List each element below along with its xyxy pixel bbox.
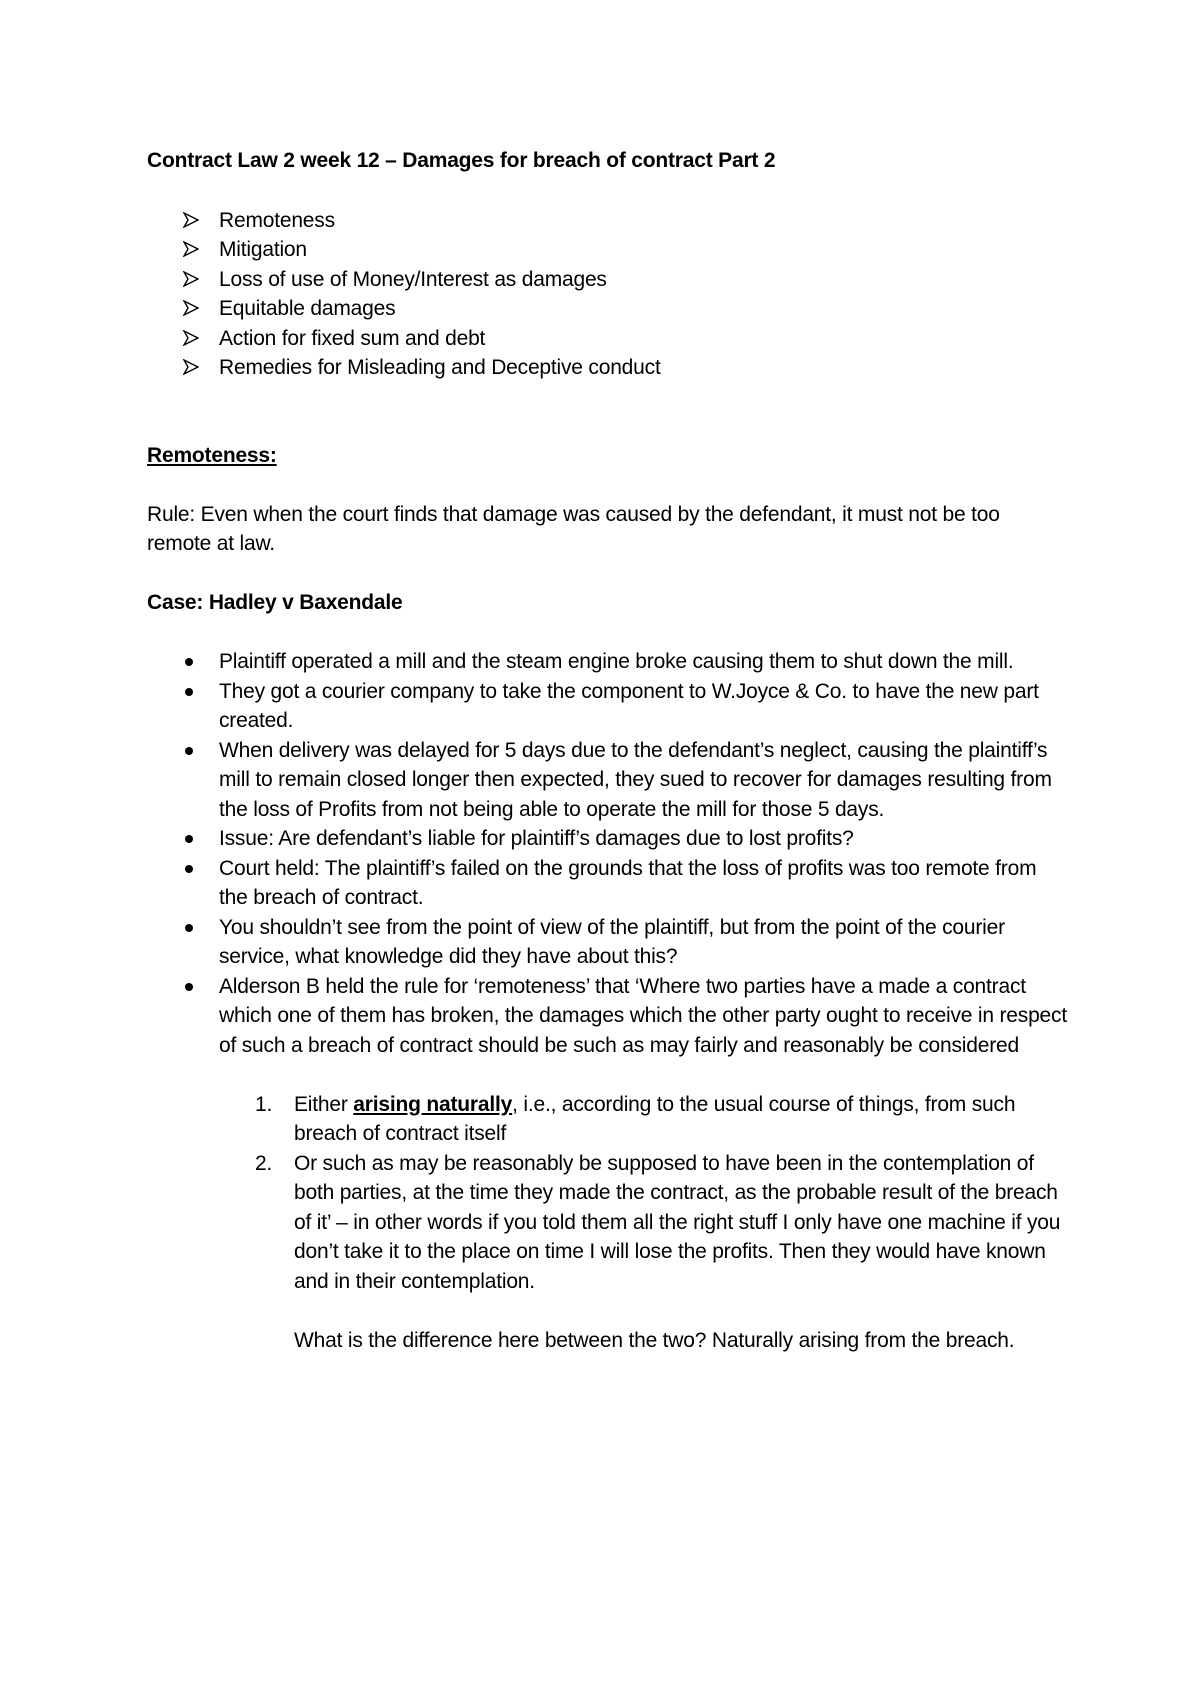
bullet-text: Issue: Are defendant’s liable for plaintiff’s damages due to lost profits?	[219, 827, 854, 850]
list-item	[147, 353, 1067, 383]
topic-label: Loss of use of Money/Interest as damages	[219, 267, 607, 291]
list-item	[147, 1090, 1067, 1149]
list-number: 1.	[255, 1092, 273, 1116]
arrow-bullet-icon	[183, 206, 203, 236]
closing-question: What is the difference here between the two? Naturally arising from the breach.	[294, 1328, 1015, 1352]
list-number: 2.	[255, 1151, 273, 1175]
list-item	[147, 1149, 1067, 1297]
topics-list	[147, 206, 1067, 383]
topic-label: Mitigation	[219, 238, 307, 261]
list-item	[147, 736, 1067, 825]
list-item	[147, 647, 1067, 677]
list-item	[147, 854, 1067, 913]
bullet-dot-icon	[185, 658, 193, 666]
list-item	[147, 824, 1067, 854]
bullet-dot-icon	[185, 983, 193, 991]
limb-emphasis: arising naturally	[353, 1092, 513, 1116]
bullet-text: Court held: The plaintiff’s failed on the grounds that the loss of profits was too remote from the breach of contract.	[219, 856, 1037, 909]
bullet-dot-icon	[185, 747, 193, 755]
list-item	[147, 294, 1067, 324]
arrow-bullet-icon	[183, 265, 203, 295]
arrow-bullet-icon	[183, 235, 203, 265]
limb-text: Or such as may be reasonably be supposed to have been in the contemplation of both parties, at the time they made the contract, as the probable result of the breach of it’ – in other words if you told them all the right stuff I only have one machine if you don’t take it to the place on time I will lose the profits. Then they would have known and in their contemplation.	[294, 1151, 1061, 1293]
topic-label: Remoteness	[219, 208, 335, 232]
arrow-bullet-icon	[183, 353, 203, 383]
topic-label: Action for fixed sum and debt	[219, 326, 486, 350]
section-heading-remoteness: Remoteness:	[147, 443, 277, 467]
case-facts-list	[147, 647, 1067, 1060]
bullet-text: Alderson B held the rule for ‘remoteness’ that ‘Where two parties have a made a contract which one of them has broken, the damages which the other party ought to receive in respect of such a breach of contract should be such as may fairly and reasonably be considered	[219, 974, 1067, 1057]
case-heading: Case: Hadley v Baxendale	[147, 591, 403, 614]
limb-text-post: , i.e., according to the usual course of things, from such breach of contract itself	[294, 1092, 1016, 1145]
document-title: Contract Law 2 week 12 – Damages for breach of contract Part 2	[147, 149, 776, 172]
list-item	[147, 677, 1067, 736]
topic-label: Equitable damages	[219, 297, 396, 320]
arrow-bullet-icon	[183, 294, 203, 324]
bullet-dot-icon	[185, 835, 193, 843]
list-item	[147, 972, 1067, 1061]
bullet-dot-icon	[185, 865, 193, 873]
list-item	[147, 913, 1067, 972]
bullet-text: Plaintiff operated a mill and the steam engine broke causing them to shut down the mill.	[219, 650, 1014, 673]
arrow-bullet-icon	[183, 324, 203, 354]
list-item	[147, 206, 1067, 236]
bullet-text: When delivery was delayed for 5 days due to the defendant’s neglect, causing the plaintiff’s mill to remain closed longer then expected, they sued to recover for damages resulting from the loss of Profits from not being able to operate the mill for those 5 days.	[219, 738, 1052, 821]
bullet-text: You shouldn’t see from the point of view of the plaintiff, but from the point of the courier service, what knowledge did they have about this?	[219, 915, 1005, 968]
topic-label: Remedies for Misleading and Deceptive conduct	[219, 356, 661, 379]
document-page	[147, 146, 1067, 1355]
remoteness-limbs-list	[147, 1090, 1067, 1297]
bullet-text: They got a courier company to take the component to W.Joyce & Co. to have the new part created.	[219, 679, 1039, 732]
rule-paragraph: Rule: Even when the court finds that damage was caused by the defendant, it must not be too remote at law.	[147, 502, 1000, 555]
limb-text-pre: Either	[294, 1092, 354, 1116]
list-item	[147, 235, 1067, 265]
list-item	[147, 324, 1067, 354]
list-item	[147, 265, 1067, 295]
bullet-dot-icon	[185, 688, 193, 696]
bullet-dot-icon	[185, 924, 193, 932]
